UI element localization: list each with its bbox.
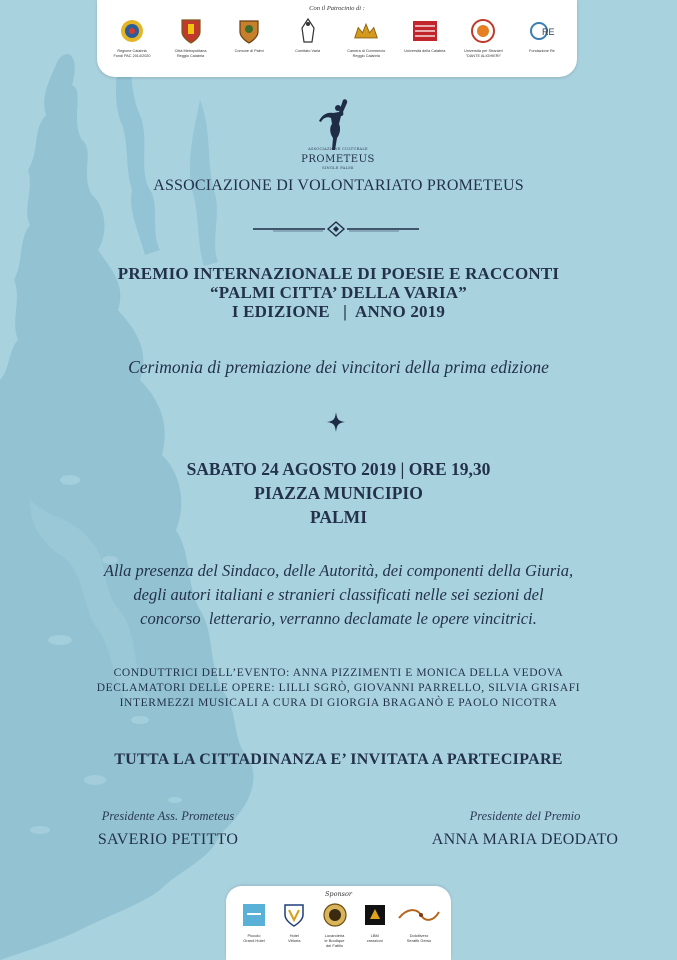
intro-line: Alla presenza del Sindaco, delle Autorità, dei componenti della Giuria, [103,561,574,580]
organization-name: ASSOCIAZIONE DI VOLONTARIATO PROMETEUS [153,177,524,194]
patron-caption: Comitato Varia [295,49,321,53]
patronage-title: Con il Patrocinio di : [309,5,365,12]
locanderia-icon [321,902,349,928]
signature-right-name: ANNA MARIA DEODATO [431,831,619,848]
sponsor-card [226,886,451,960]
award-title-line: PREMIO INTERNAZIONALE DI POESIE E RACCONTI [117,264,560,283]
intro-line: concorso letterario, verranno declamate le opere vincitrici. [140,609,537,628]
event-datetime: SABATO 24 AGOSTO 2019 | ORE 19,30 [186,459,491,479]
sponsor-title: Sponsor [324,890,353,898]
signature-right-role: Presidente del Premio [469,809,581,823]
patron-caption: Camera di Commercio Reggio Calabria [347,49,386,58]
patron-logo [107,18,157,74]
patron-logo [517,18,567,74]
sponsor-logo-row [236,902,441,958]
sponsor-caption: Piccolo Grand Hotel [243,933,265,943]
regione-calabria-icon [119,18,145,44]
ceremony-subtitle: Cerimonia di premiazione dei vincitori della prima edizione [128,357,549,377]
sponsor-caption: LBM creazioni [366,933,383,943]
hotel-vittoria-icon [280,902,308,928]
sponsor-logo [397,902,441,958]
credits-hosts: CONDUTTRICI DELL’EVENTO: ANNA PIZZIMENTI E MONICA DELLA VEDOVA [113,667,564,679]
sponsor-logo [236,902,272,958]
sponsor-caption: Dolcitivero Serafik Gerso [406,933,432,943]
patron-logo [341,18,391,74]
camera-commercio-icon [353,18,379,44]
patron-caption: Fondazione Re [529,49,555,53]
patron-logo [400,18,450,74]
signature-left-role: Presidente Ass. Prometeus [101,809,235,823]
patron-caption: Università della Calabria [404,49,446,53]
patron-caption: Comune di Palmi [234,49,264,53]
comitato-varia-icon [295,18,321,44]
patron-logo [166,18,216,74]
sponsor-caption: Hotel Vittoria [288,933,301,943]
piccolo-grand-hotel-icon [240,902,268,928]
event-credits [0,666,677,711]
dolcitivero-icon [397,902,441,928]
universita-calabria-icon [412,18,438,44]
intro-paragraph [0,559,677,631]
patron-caption: Città Metropolitana Reggio Calabria [174,49,207,58]
award-title-line: “PALMI CITTA’ DELLA VARIA” [210,283,467,302]
patron-logo [283,18,333,74]
comune-palmi-icon [236,18,262,44]
invitation-line: TUTTA LA CITTADINANZA E’ INVITATA A PARTECIPARE [114,751,563,768]
sponsor-caption: Locanderia le Boutique del Fatillo [324,933,345,948]
patron-logo [224,18,274,74]
signature-left-name: SAVERIO PETITTO [97,831,239,848]
patronage-card [97,0,577,77]
event-city: PALMI [309,507,368,527]
credits-music: INTERMEZZI MUSICALI A CURA DI GIORGIA BRAGANÒ E PAOLO NICOTRA [119,697,558,709]
event-details [0,457,677,529]
lbm-creazioni-icon [361,902,389,928]
prometeus-figure-icon [313,98,363,153]
patronage-logo-row [107,18,567,74]
org-logo-subtitle: ASSOCIAZIONE CULTURALE [308,147,368,151]
star-ornament-icon [327,412,345,432]
intro-line: degli autori italiani e stranieri classificati nelle sei sezioni del [133,585,544,604]
universita-stranieri-icon [470,18,496,44]
ornamental-divider [253,221,419,237]
patron-caption: Regione Calabria Fondi PAC 2014/2020 [113,49,151,58]
fondazione-re-icon [529,18,555,44]
sponsor-logo [317,902,353,958]
sponsor-logo [276,902,312,958]
sponsor-logo [357,902,393,958]
credits-readers: DECLAMATORI DELLE OPERE: LILLI SGRÒ, GIOVANNI PARRELLO, SILVIA GRISAFI [96,682,581,694]
award-title [0,264,677,321]
event-venue: PIAZZA MUNICIPIO [254,483,423,503]
org-logo-place: SINGLE PALMI [322,166,354,170]
patron-logo [458,18,508,74]
award-edition-line: I EDIZIONE | ANNO 2019 [231,302,446,321]
svg-text:RE: RE [541,27,555,37]
citta-metropolitana-icon [178,18,204,44]
patron-caption: Università per Stranieri "DANTE ALIGHIERI" [464,49,503,58]
org-logo-name: PROMETEUS [301,154,375,165]
